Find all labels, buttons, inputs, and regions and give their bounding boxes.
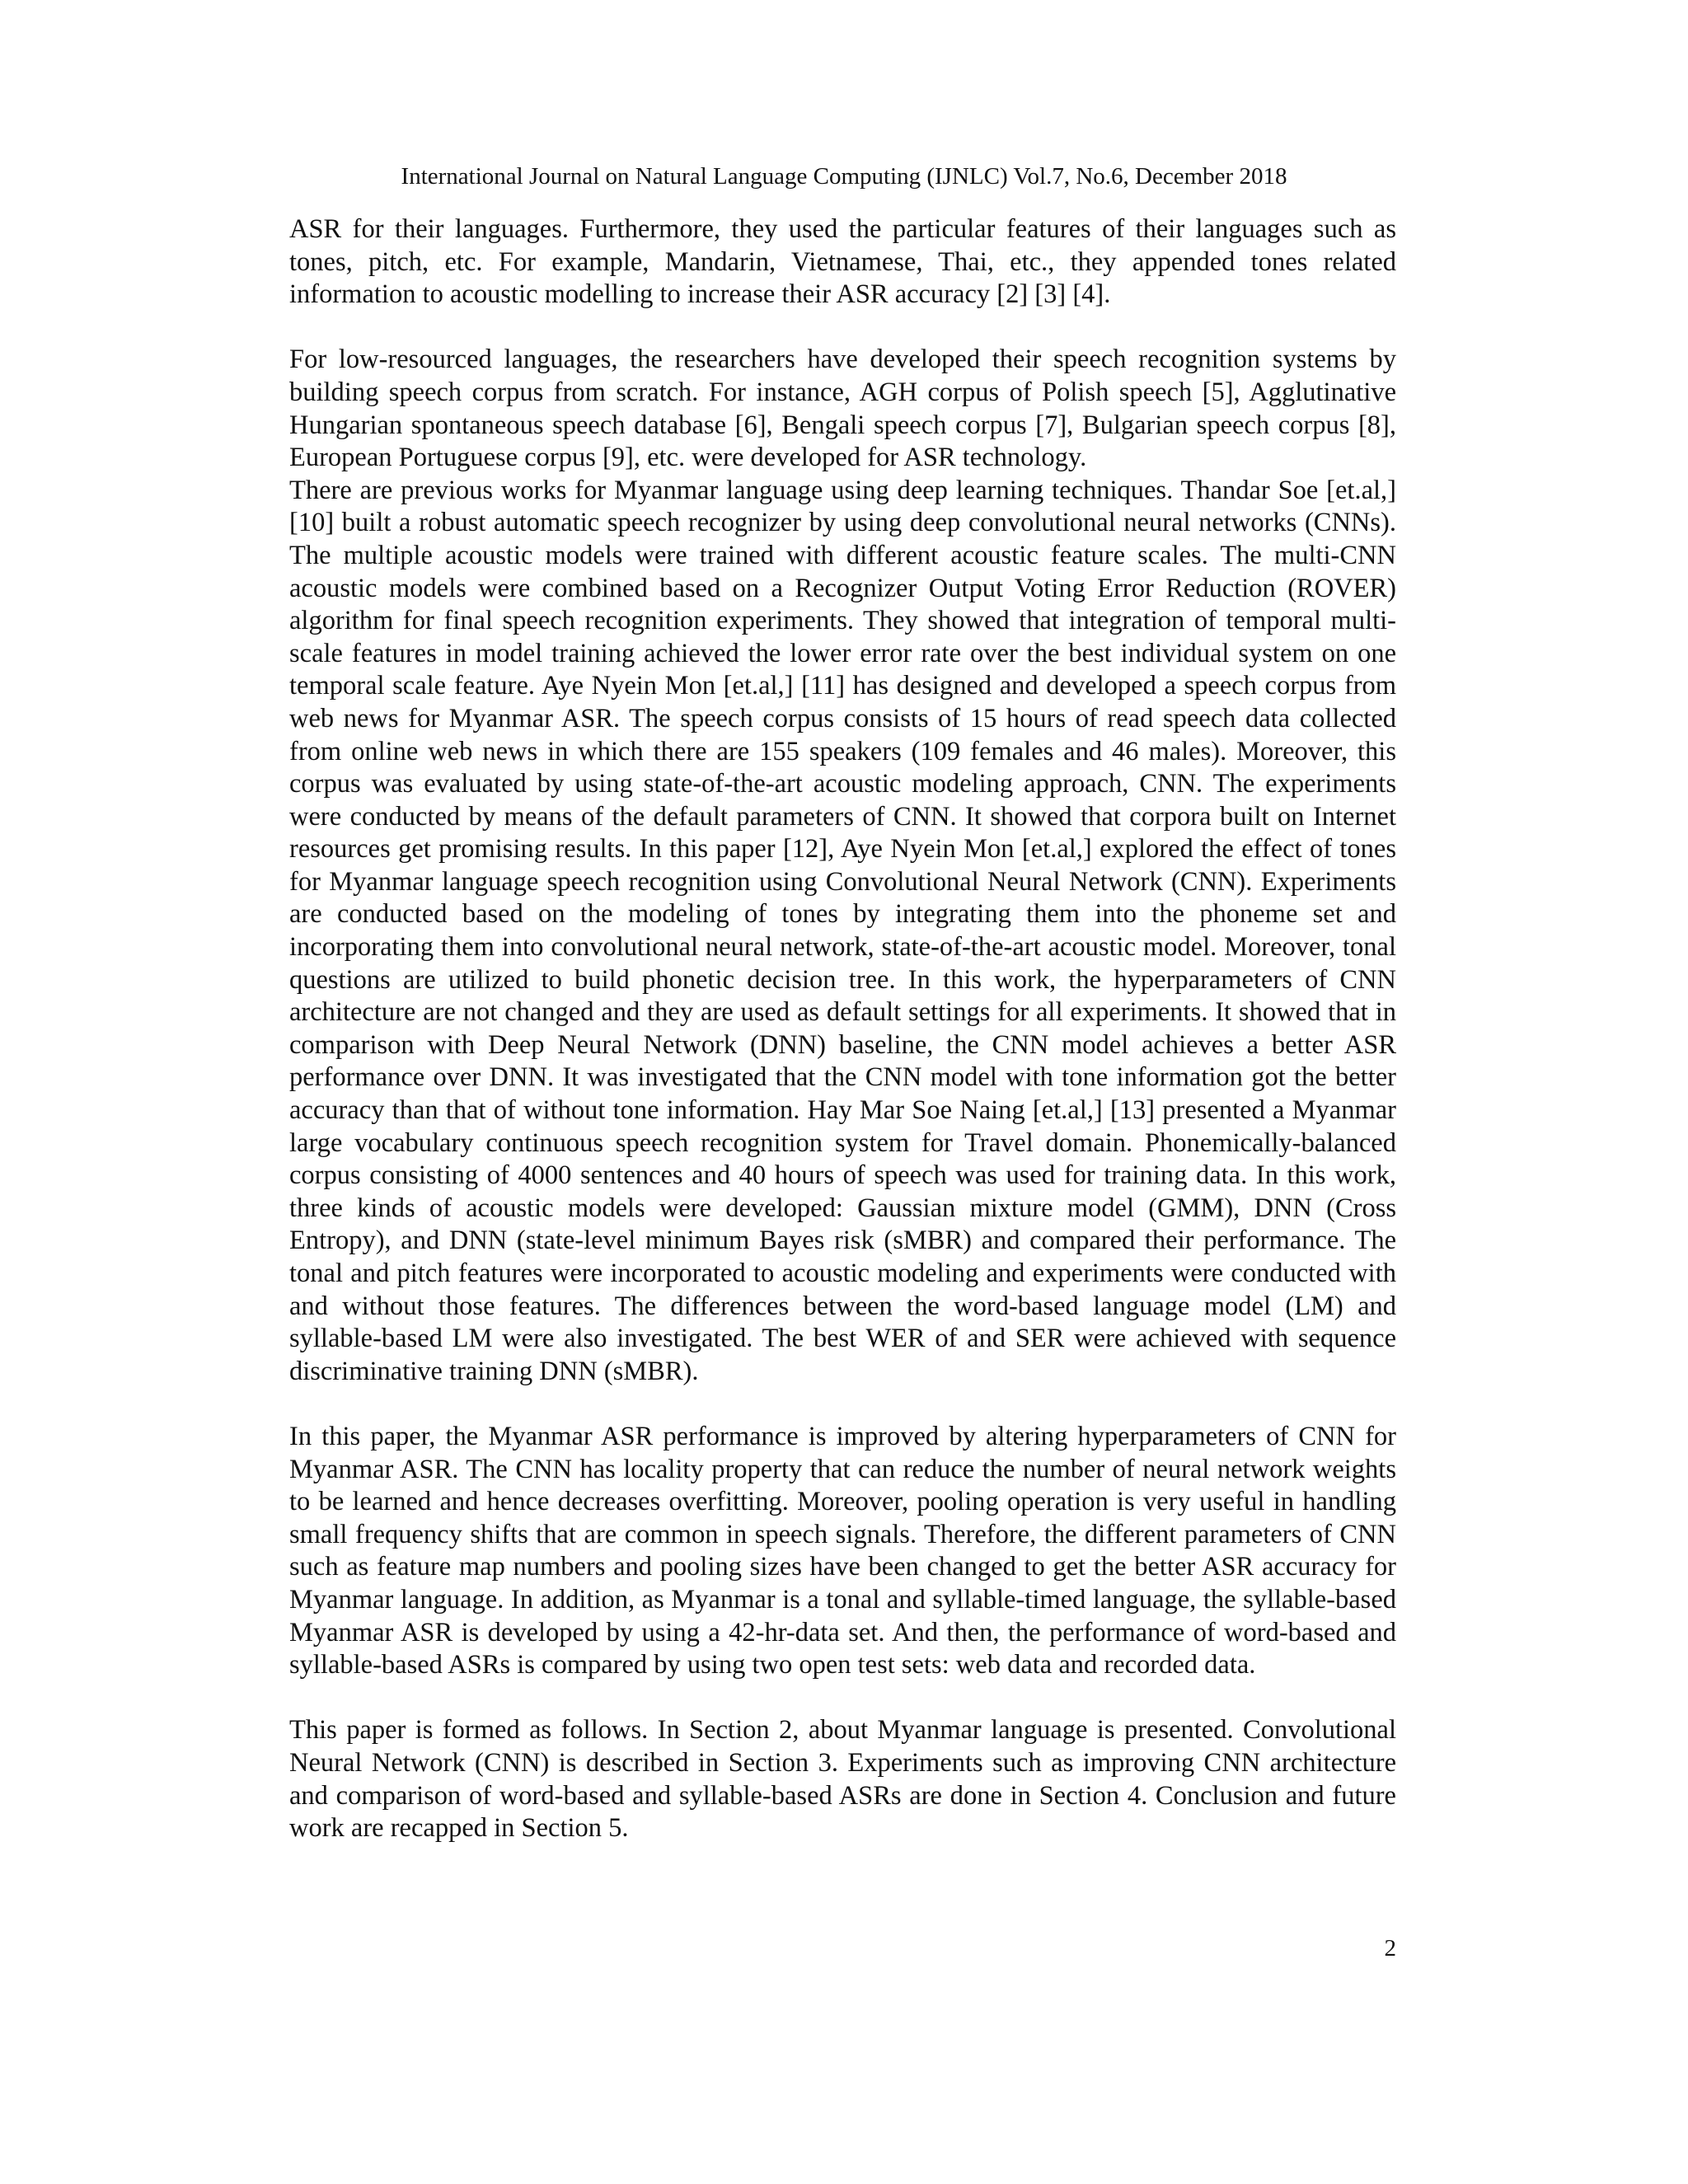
- body-text: [289, 213, 1396, 1845]
- running-header: International Journal on Natural Language Computing (IJNLC) Vol.7, No.6, December 2018: [401, 163, 1287, 190]
- paragraph-previous-works: There are previous works for Myanmar language using deep learning techniques. Thandar Soe [et.al,] [10] built a robust automatic speech recognizer by using deep convolutional neural networks (CNNs). The multiple acoustic models were trained with different acoustic feature scales. The multi-CNN acoustic models were combined based on a Recognizer Output Voting Error Reduction (ROVER) algorithm for final speech recognition experiments. They showed that integration of temporal multi-scale features in model training achieved the lower error rate over the best individual system on one temporal scale feature. Aye Nyein Mon [et.al,] [11] has designed and developed a speech corpus from web news for Myanmar ASR. The speech corpus consists of 15 hours of read speech data collected from online web news in which there are 155 speakers (109 females and 46 males). Moreover, this corpus was evaluated by using state-of-the-art acoustic modeling approach, CNN. The experiments were conducted by means of the default parameters of CNN. It showed that corpora built on Internet resources get promising results. In this paper [12], Aye Nyein Mon [et.al,] explored the effect of tones for Myanmar language speech recognition using Convolutional Neural Network (CNN). Experiments are conducted based on the modeling of tones by integrating them into the phoneme set and incorporating them into convolutional neural network, state-of-the-art acoustic model. Moreover, tonal questions are utilized to build phonetic decision tree. In this work, the hyperparameters of CNN architecture are not changed and they are used as default settings for all experiments. It showed that in comparison with Deep Neural Network (DNN) baseline, the CNN model achieves a better ASR performance over DNN. It was investigated that the CNN model with tone information got the better accuracy than that of without tone information. Hay Mar Soe Naing [et.al,] [13] presented a Myanmar large vocabulary continuous speech recognition system for Travel domain. Phonemically-balanced corpus consisting of 4000 sentences and 40 hours of speech was used for training data. In this work, three kinds of acoustic models were developed: Gaussian mixture model (GMM), DNN (Cross Entropy), and DNN (state-level minimum Bayes risk (sMBR) and compared their performance. The tonal and pitch features were incorporated to acoustic modeling and experiments were conducted with and without those features. The differences between the word-based language model (LM) and syllable-based LM were also investigated. The best WER of and SER were achieved with sequence discriminative training DNN (sMBR).: [289, 475, 1396, 1386]
- page-number: 2: [1384, 1935, 1396, 1961]
- paragraph-low-resourced-languages: For low-resourced languages, the researchers have developed their speech recognition systems by building speech corpus from scratch. For instance, AGH corpus of Polish speech [5], Agglutinative Hungarian spontaneous speech database [6], Bengali speech corpus [7], Bulgarian speech corpus [8], European Portuguese corpus [9], etc. were developed for ASR technology.: [289, 344, 1396, 473]
- paragraph-asr-languages: ASR for their languages. Furthermore, they used the particular features of their languages such as tones, pitch, etc. For example, Mandarin, Vietnamese, Thai, etc., they appended tones related information to acoustic modelling to increase their ASR accuracy [2] [3] [4].: [289, 214, 1396, 310]
- paragraph-this-paper: In this paper, the Myanmar ASR performance is improved by altering hyperparameters of CNN for Myanmar ASR. The CNN has locality property that can reduce the number of neural network weights to be learned and hence decreases overfitting. Moreover, pooling operation is very useful in handling small frequency shifts that are common in speech signals. Therefore, the different parameters of CNN such as feature map numbers and pooling sizes have been changed to get the better ASR accuracy for Myanmar language. In addition, as Myanmar is a tonal and syllable-timed language, the syllable-based Myanmar ASR is developed by using a 42-hr-data set. And then, the performance of word-based and syllable-based ASRs is compared by using two open test sets: web data and recorded data.: [289, 1421, 1396, 1680]
- paragraph-paper-organization: This paper is formed as follows. In Section 2, about Myanmar language is presented. Convolutional Neural Network (CNN) is described in Section 3. Experiments such as improving CNN architecture and comparison of word-based and syllable-based ASRs are done in Section 4. Conclusion and future work are recapped in Section 5.: [289, 1715, 1396, 1844]
